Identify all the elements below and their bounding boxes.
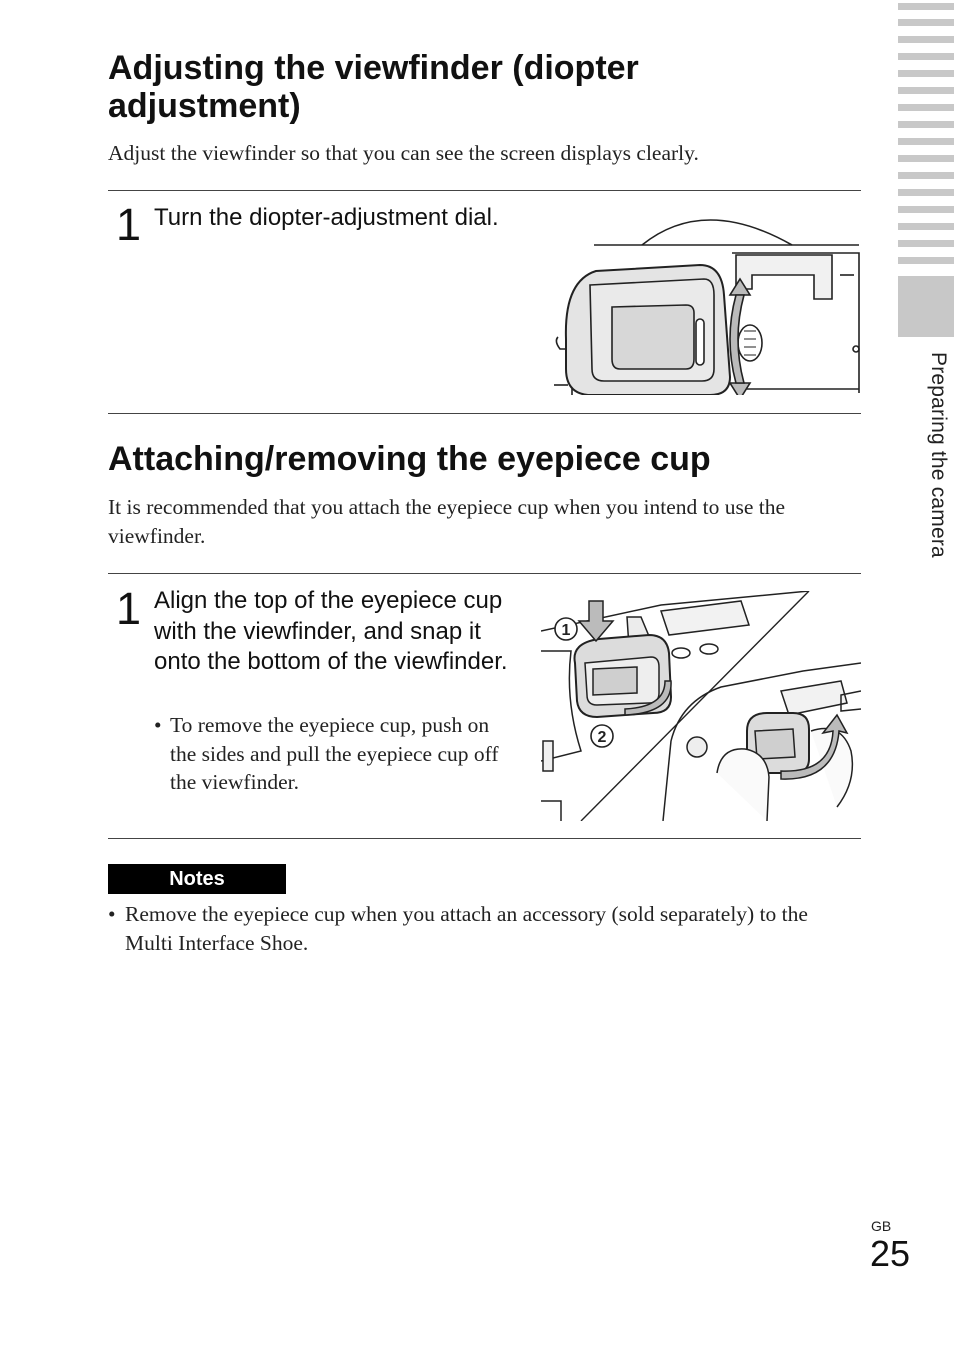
figure-marker-1: 1 <box>561 622 571 639</box>
marker-1-icon <box>555 618 577 640</box>
notes-item <box>108 900 853 960</box>
bullet-icon: • <box>108 902 116 926</box>
section-intro-diopter: Adjust the viewfinder so that you can see the screen displays clearly. <box>108 141 699 165</box>
divider <box>108 838 861 839</box>
section-intro-eyepiece: It is recommended that you attach the eyepiece cup when you intend to use the viewfinder. <box>108 495 786 548</box>
figure-marker-2: 2 <box>597 729 607 746</box>
notes-label: Notes <box>108 864 286 894</box>
divider <box>108 190 861 191</box>
section-heading-diopter: Adjusting the viewfinder (diopter adjustment) <box>108 49 639 125</box>
step-bullet-note <box>154 711 514 801</box>
bullet-icon: • <box>154 713 162 737</box>
divider <box>108 573 861 574</box>
language-code: GB <box>871 1218 892 1234</box>
eyepiece-cup-illustration <box>541 591 861 821</box>
chapter-side-label: Preparing the camera <box>927 352 950 558</box>
bullet-text: To remove the eyepiece cup, push on the sides and pull the eyepiece cup off the viewfinder. <box>170 713 499 794</box>
page-number: 25 <box>870 1233 911 1274</box>
edge-tab-active-block <box>898 276 954 337</box>
step-number: 1 <box>116 583 142 634</box>
step-instruction: Turn the diopter-adjustment dial. <box>154 204 499 231</box>
section-heading-eyepiece: Attaching/removing the eyepiece cup <box>108 440 711 478</box>
notes-item-text: Remove the eyepiece cup when you attach an accessory (sold separately) to the Multi Interface Shoe. <box>125 902 808 955</box>
marker-2-icon <box>591 725 613 747</box>
step-instruction: Align the top of the eyepiece cup with the viewfinder, and snap it onto the bottom of the viewfinder. <box>154 587 508 675</box>
diopter-dial-illustration <box>554 209 861 395</box>
divider <box>108 413 861 414</box>
step-number: 1 <box>116 199 142 250</box>
edge-tab-stripes <box>898 0 954 268</box>
